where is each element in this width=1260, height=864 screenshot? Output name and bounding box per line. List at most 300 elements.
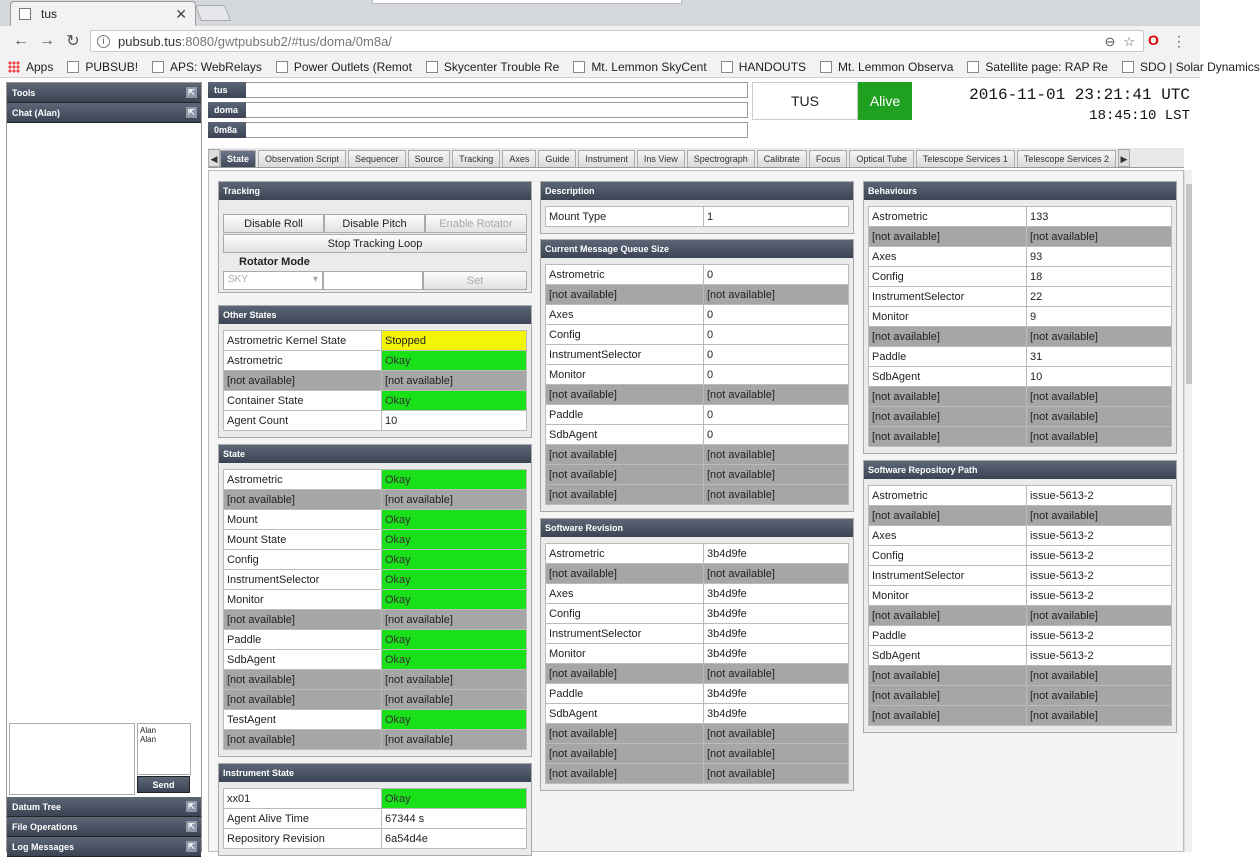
bookmark-item[interactable]: PUBSUB!	[67, 60, 138, 74]
row-value: 0	[704, 365, 849, 385]
row-key: Astrometric	[546, 265, 704, 285]
row-key: SdbAgent	[546, 425, 704, 445]
row-value: 0	[704, 345, 849, 365]
table-row	[869, 566, 1172, 586]
row-key: Config	[224, 550, 382, 570]
zoom-icon[interactable]: ⊖	[1104, 34, 1116, 49]
bookmark-favicon-icon	[573, 61, 585, 73]
sidebar-chat-header[interactable]: Chat (Alan) ⇱	[7, 103, 201, 123]
table-row	[869, 287, 1172, 307]
table-row	[869, 526, 1172, 546]
url-host: pubsub.tus	[118, 33, 182, 49]
table-row	[224, 411, 527, 431]
row-value: Okay	[382, 351, 527, 371]
row-value: 0	[704, 405, 849, 425]
table-row	[224, 829, 527, 849]
row-key: Monitor	[224, 590, 382, 610]
row-value: [not available]	[1027, 427, 1172, 447]
table-row	[546, 325, 849, 345]
table-row	[546, 425, 849, 445]
row-key: [not available]	[869, 666, 1027, 686]
path-row-tus	[208, 82, 748, 98]
table-row	[224, 391, 527, 411]
bookmark-item[interactable]: SDO | Solar Dynamics	[1122, 60, 1260, 74]
bookmark-item[interactable]: Power Outlets (Remot	[276, 60, 412, 74]
table-row	[869, 327, 1172, 347]
row-value: issue-5613-2	[1027, 566, 1172, 586]
row-value: 0	[704, 425, 849, 445]
row-key: Paddle	[224, 630, 382, 650]
instrument-state-panel	[218, 763, 532, 856]
row-value: 18	[1027, 267, 1172, 287]
row-value: 3b4d9fe	[704, 624, 849, 644]
row-key: Axes	[869, 247, 1027, 267]
table-row	[546, 684, 849, 704]
table-row	[224, 470, 527, 490]
alive-indicator: Alive	[858, 82, 912, 120]
chevron-down-icon: ▾	[312, 274, 318, 285]
row-value: Okay	[382, 590, 527, 610]
row-key: [not available]	[869, 407, 1027, 427]
bookmark-item[interactable]: Mt. Lemmon SkyCent	[573, 60, 706, 74]
utc-time: 2016-11-01 23:21:41 UTC	[969, 86, 1190, 104]
repository-path-table	[868, 485, 1172, 726]
row-value: [not available]	[1027, 506, 1172, 526]
table-row	[546, 365, 849, 385]
tab-ins-view[interactable]: Ins View	[637, 150, 685, 167]
path-value	[246, 122, 748, 138]
bookmark-item[interactable]: HANDOUTS	[721, 60, 806, 74]
row-key: [not available]	[224, 371, 382, 391]
row-value: [not available]	[382, 670, 527, 690]
bookmark-apps[interactable]: Apps	[8, 60, 53, 74]
row-key: InstrumentSelector	[869, 287, 1027, 307]
url-path: :8080/gwtpubsub2/#tus/doma/0m8a/	[181, 33, 392, 49]
row-key: Paddle	[869, 347, 1027, 367]
row-value: 133	[1027, 207, 1172, 227]
table-row	[546, 564, 849, 584]
table-row	[224, 789, 527, 809]
row-key: Config	[869, 267, 1027, 287]
new-tab-button[interactable]	[195, 5, 231, 21]
instrument-state-table	[223, 788, 527, 849]
table-row	[869, 227, 1172, 247]
row-value: Okay	[382, 650, 527, 670]
disable-pitch-button[interactable]: Disable Pitch	[324, 214, 425, 233]
tracking-panel	[218, 181, 532, 293]
state-content	[208, 170, 1184, 852]
bookmark-favicon-icon	[967, 61, 979, 73]
row-key: Paddle	[869, 626, 1027, 646]
table-row	[869, 546, 1172, 566]
table-row	[546, 584, 849, 604]
row-key: [not available]	[546, 724, 704, 744]
tab-state[interactable]: State	[220, 150, 256, 167]
row-value: 3b4d9fe	[704, 604, 849, 624]
row-value: [not available]	[704, 285, 849, 305]
disable-roll-button[interactable]: Disable Roll	[223, 214, 324, 233]
opera-icon[interactable]: O	[1148, 32, 1159, 48]
repository-path-panel	[863, 460, 1177, 733]
table-row	[224, 530, 527, 550]
queue-size-table	[545, 264, 849, 505]
table-row	[546, 465, 849, 485]
tab-spectrograph[interactable]: Spectrograph	[687, 150, 755, 167]
row-value: [not available]	[704, 564, 849, 584]
panel-title: Other States	[219, 306, 531, 324]
collapse-icon[interactable]: ⇱	[186, 107, 197, 118]
page-icon	[426, 61, 438, 73]
table-row	[869, 427, 1172, 447]
row-key: [not available]	[869, 606, 1027, 626]
table-row	[869, 267, 1172, 287]
table-row	[546, 604, 849, 624]
behaviours-table	[868, 206, 1172, 447]
chat-user-list	[137, 723, 191, 775]
row-key: [not available]	[869, 706, 1027, 726]
row-value: issue-5613-2	[1027, 546, 1172, 566]
row-key: Axes	[546, 305, 704, 325]
row-key: Agent Alive Time	[224, 809, 382, 829]
row-key: InstrumentSelector	[224, 570, 382, 590]
row-value: [not available]	[704, 744, 849, 764]
row-key: [not available]	[224, 490, 382, 510]
table-row	[224, 670, 527, 690]
path-label[interactable]: 0m8a	[208, 122, 246, 138]
row-value: 67344 s	[382, 809, 527, 829]
chat-input[interactable]	[9, 723, 135, 795]
window-title-area	[372, 0, 682, 4]
table-row	[224, 510, 527, 530]
row-key: Axes	[869, 526, 1027, 546]
row-key: SdbAgent	[869, 367, 1027, 387]
table-row	[546, 265, 849, 285]
table-row	[224, 690, 527, 710]
row-key: Monitor	[546, 644, 704, 664]
table-row	[224, 610, 527, 630]
table-row	[869, 207, 1172, 227]
bookmarks-bar	[0, 56, 1260, 78]
row-value: [not available]	[704, 485, 849, 505]
page-icon	[721, 61, 733, 73]
table-row	[546, 207, 849, 227]
tab-optical-tube[interactable]: Optical Tube	[849, 150, 914, 167]
row-value: Okay	[382, 530, 527, 550]
row-key: Monitor	[546, 365, 704, 385]
reload-icon[interactable]: ↻	[66, 33, 80, 50]
bookmark-favicon-icon	[67, 61, 79, 73]
close-tab-icon[interactable]: ✕	[175, 5, 187, 22]
table-row	[546, 724, 849, 744]
table-row	[546, 385, 849, 405]
system-name: TUS	[752, 82, 858, 120]
tab-sequencer[interactable]: Sequencer	[348, 150, 406, 167]
row-key: Agent Count	[224, 411, 382, 431]
row-key: Mount Type	[546, 207, 704, 227]
main-area	[208, 82, 1192, 852]
forward-icon[interactable]: →	[39, 32, 55, 49]
row-value: [not available]	[704, 385, 849, 405]
row-value: 0	[704, 305, 849, 325]
other-states-panel	[218, 305, 532, 438]
address-bar[interactable]	[90, 30, 1144, 52]
row-value: Stopped	[382, 331, 527, 351]
row-key: Astrometric	[224, 351, 382, 371]
row-key: Monitor	[869, 307, 1027, 327]
row-value: [not available]	[382, 490, 527, 510]
row-value: [not available]	[1027, 407, 1172, 427]
row-key: [not available]	[546, 445, 704, 465]
enable-rotator-button[interactable]: Enable Rotator	[425, 214, 527, 233]
bookmark-item[interactable]: Satellite page: RAP Re	[967, 60, 1108, 74]
collapse-icon[interactable]: ⇱	[186, 821, 197, 832]
table-row	[546, 624, 849, 644]
panel-title: Instrument State	[219, 764, 531, 782]
row-key: [not available]	[546, 564, 704, 584]
table-row	[869, 586, 1172, 606]
row-key: InstrumentSelector	[546, 624, 704, 644]
row-key: [not available]	[546, 465, 704, 485]
row-key: SdbAgent	[224, 650, 382, 670]
table-row	[224, 809, 527, 829]
browser-toolbar	[0, 26, 1200, 56]
tab-scroll-right-icon[interactable]: ▶	[1118, 149, 1130, 167]
collapse-icon[interactable]: ⇱	[186, 841, 197, 852]
row-key: [not available]	[869, 506, 1027, 526]
row-value: 3b4d9fe	[704, 584, 849, 604]
row-key: [not available]	[869, 387, 1027, 407]
row-key: [not available]	[546, 285, 704, 305]
row-value: [not available]	[704, 445, 849, 465]
other-states-table	[223, 330, 527, 431]
row-key: xx01	[224, 789, 382, 809]
chat-user: Alan	[140, 726, 157, 735]
path-label[interactable]: tus	[208, 82, 246, 98]
row-key: Astrometric Kernel State	[224, 331, 382, 351]
row-value: issue-5613-2	[1027, 526, 1172, 546]
panel-title: Tracking	[219, 182, 531, 200]
row-value: [not available]	[1027, 327, 1172, 347]
panel-title: State	[219, 445, 531, 463]
browser-tab[interactable]	[10, 1, 196, 26]
row-value: issue-5613-2	[1027, 486, 1172, 506]
software-revision-panel	[540, 518, 854, 791]
row-key: Mount State	[224, 530, 382, 550]
row-value: Okay	[382, 470, 527, 490]
table-row	[869, 666, 1172, 686]
row-value: 22	[1027, 287, 1172, 307]
row-key: Config	[869, 546, 1027, 566]
tab-focus[interactable]: Focus	[809, 150, 848, 167]
table-row	[546, 704, 849, 724]
panel-title: Software Repository Path	[864, 461, 1176, 479]
scrollbar-thumb[interactable]	[1186, 184, 1192, 384]
row-key: [not available]	[869, 686, 1027, 706]
path-value	[246, 102, 748, 118]
apps-icon	[8, 61, 20, 73]
row-value: Okay	[382, 510, 527, 530]
row-key: SdbAgent	[869, 646, 1027, 666]
table-row	[546, 764, 849, 784]
row-key: Astrometric	[869, 207, 1027, 227]
stop-tracking-loop-button[interactable]: Stop Tracking Loop	[223, 234, 527, 253]
table-row	[869, 506, 1172, 526]
table-row	[546, 285, 849, 305]
table-row	[869, 347, 1172, 367]
table-row	[546, 744, 849, 764]
row-value: issue-5613-2	[1027, 586, 1172, 606]
tab-observation-script[interactable]: Observation Script	[258, 150, 346, 167]
table-row	[869, 646, 1172, 666]
panel-title: Current Message Queue Size	[541, 240, 853, 258]
bookmark-item[interactable]: Skycenter Trouble Re	[426, 60, 559, 74]
row-key: [not available]	[869, 227, 1027, 247]
description-panel	[540, 181, 854, 234]
sidebar-file-operations[interactable]: File Operations ⇱	[7, 817, 201, 837]
tab-bar	[208, 148, 1184, 168]
row-value: Okay	[382, 630, 527, 650]
description-table	[545, 206, 849, 227]
tab-axes[interactable]: Axes	[502, 150, 536, 167]
row-value: 3b4d9fe	[704, 544, 849, 564]
row-value: Okay	[382, 550, 527, 570]
row-key: Config	[546, 325, 704, 345]
row-value: [not available]	[1027, 227, 1172, 247]
sidebar-log-messages[interactable]: Log Messages ⇱	[7, 837, 201, 857]
tab-calibrate[interactable]: Calibrate	[757, 150, 807, 167]
row-key: [not available]	[224, 670, 382, 690]
table-row	[869, 706, 1172, 726]
row-key: [not available]	[546, 664, 704, 684]
row-value: [not available]	[704, 764, 849, 784]
row-value: 10	[1027, 367, 1172, 387]
row-value: 10	[382, 411, 527, 431]
row-key: Astrometric	[869, 486, 1027, 506]
table-row	[546, 345, 849, 365]
row-value: Okay	[382, 789, 527, 809]
table-row	[546, 644, 849, 664]
row-value: Okay	[382, 710, 527, 730]
tab-telescope-services-2[interactable]: Telescope Services 2	[1017, 150, 1116, 167]
state-panel	[218, 444, 532, 757]
row-value: [not available]	[1027, 706, 1172, 726]
row-value: Okay	[382, 570, 527, 590]
table-row	[224, 351, 527, 371]
tab-instrument[interactable]: Instrument	[578, 150, 635, 167]
tab-telescope-services-1[interactable]: Telescope Services 1	[916, 150, 1015, 167]
row-key: Paddle	[546, 405, 704, 425]
sidebar-tools-header[interactable]: Tools ⇱	[7, 83, 201, 103]
clock	[958, 86, 1190, 124]
tab-guide[interactable]: Guide	[538, 150, 576, 167]
bookmark-item[interactable]: APS: WebRelays	[152, 60, 262, 74]
row-key: Container State	[224, 391, 382, 411]
chat-user: Alan	[140, 735, 157, 744]
rotator-value-input[interactable]	[323, 271, 423, 290]
row-key: InstrumentSelector	[546, 345, 704, 365]
state-table	[223, 469, 527, 750]
row-value: 3b4d9fe	[704, 644, 849, 664]
browser-menu-icon[interactable]: ⋮	[1172, 33, 1186, 49]
sidebar-datum-tree[interactable]: Datum Tree ⇱	[7, 797, 201, 817]
path-row-doma	[208, 102, 748, 118]
collapse-icon[interactable]: ⇱	[186, 87, 197, 98]
table-row	[546, 485, 849, 505]
row-value: [not available]	[382, 371, 527, 391]
tab-scroll-left-icon[interactable]: ◀	[208, 149, 220, 167]
path-value	[246, 82, 748, 98]
send-button[interactable]: Send	[137, 776, 190, 793]
table-row	[869, 367, 1172, 387]
page-icon	[152, 61, 164, 73]
table-row	[224, 650, 527, 670]
sidebar	[6, 82, 202, 852]
lst-time: 18:45:10 LST	[1089, 108, 1190, 124]
panel-title: Behaviours	[864, 182, 1176, 200]
tab-source[interactable]: Source	[408, 150, 451, 167]
row-key: Astrometric	[546, 544, 704, 564]
bookmark-star-icon[interactable]: ☆	[1123, 34, 1135, 49]
table-row	[224, 590, 527, 610]
favicon-icon	[19, 8, 31, 20]
info-icon[interactable]: i	[97, 35, 110, 48]
row-value: [not available]	[1027, 606, 1172, 626]
table-row	[546, 445, 849, 465]
panel-title: Description	[541, 182, 853, 200]
software-revision-table	[545, 543, 849, 784]
row-key: SdbAgent	[546, 704, 704, 724]
row-value: [not available]	[1027, 686, 1172, 706]
row-value: 0	[704, 325, 849, 345]
set-button[interactable]: Set	[423, 271, 527, 290]
back-icon[interactable]: ←	[13, 32, 29, 49]
tab-tracking[interactable]: Tracking	[452, 150, 500, 167]
table-row	[546, 664, 849, 684]
row-value: [not available]	[382, 610, 527, 630]
table-row	[224, 331, 527, 351]
row-value: [not available]	[704, 664, 849, 684]
path-label[interactable]: doma	[208, 102, 246, 118]
row-value: [not available]	[704, 724, 849, 744]
table-row	[224, 570, 527, 590]
table-row	[869, 626, 1172, 646]
row-value: 9	[1027, 307, 1172, 327]
row-value: issue-5613-2	[1027, 626, 1172, 646]
table-row	[869, 407, 1172, 427]
behaviours-panel	[863, 181, 1177, 454]
row-value: [not available]	[704, 465, 849, 485]
table-row	[869, 247, 1172, 267]
row-key: [not available]	[546, 485, 704, 505]
bookmark-item[interactable]: Mt. Lemmon Observa	[820, 60, 953, 74]
collapse-icon[interactable]: ⇱	[186, 801, 197, 812]
row-value: 31	[1027, 347, 1172, 367]
table-row	[546, 544, 849, 564]
row-key: Astrometric	[224, 470, 382, 490]
row-key: Axes	[546, 584, 704, 604]
content-scrollbar[interactable]	[1184, 170, 1192, 852]
panel-title: Software Revision	[541, 519, 853, 537]
path-row-node	[208, 122, 748, 138]
bookmark-favicon-icon	[820, 61, 832, 73]
table-row	[224, 710, 527, 730]
table-row	[869, 686, 1172, 706]
row-key: [not available]	[224, 730, 382, 750]
row-key: Monitor	[869, 586, 1027, 606]
rotator-mode-select[interactable]: SKY ▾	[223, 271, 323, 290]
row-value: 93	[1027, 247, 1172, 267]
table-row	[224, 371, 527, 391]
